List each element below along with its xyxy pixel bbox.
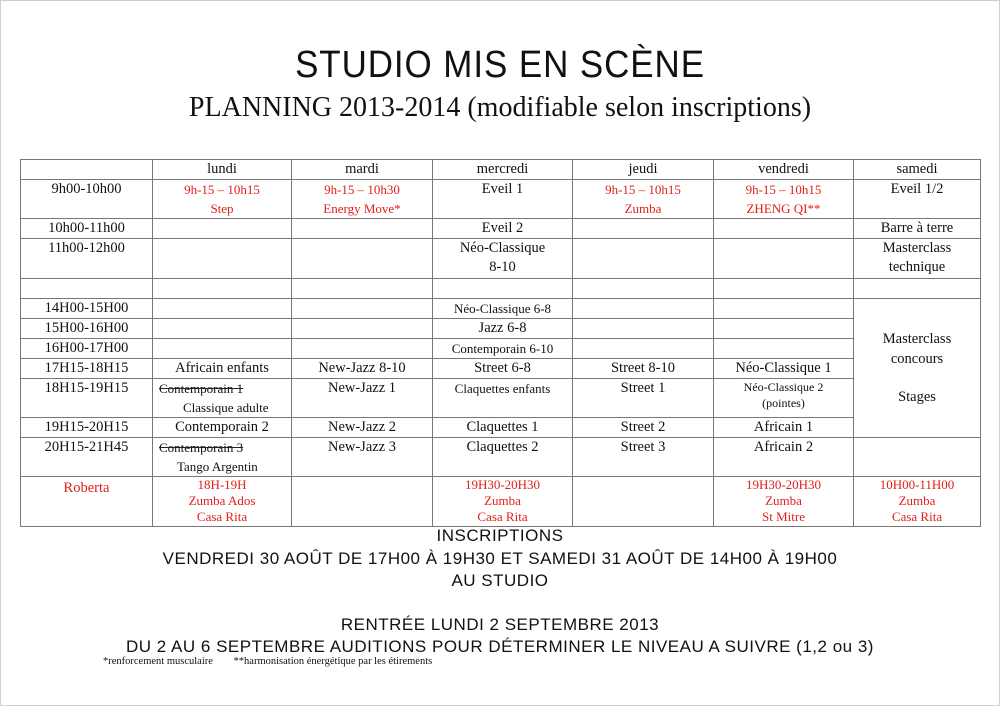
class-time: 19H30-20H30 <box>745 477 822 492</box>
class-name: Zumba <box>898 493 936 508</box>
class-cell <box>433 477 573 527</box>
schedule-table <box>20 159 981 527</box>
class-level: technique <box>888 259 946 275</box>
class-name: Energy Move* <box>323 201 401 216</box>
class-cell <box>854 477 981 527</box>
class-cell: Eveil 1 <box>433 180 573 219</box>
empty-cell <box>573 279 714 299</box>
day-header-mardi: mardi <box>292 160 433 180</box>
empty-cell <box>153 279 292 299</box>
class-cell <box>854 299 981 438</box>
empty-cell <box>292 219 433 239</box>
day-header-jeudi: jeudi <box>573 160 714 180</box>
empty-cell <box>292 319 433 339</box>
empty-cell <box>714 239 854 279</box>
time-cell: 15H00-16H00 <box>21 319 153 339</box>
class-cell: New-Jazz 2 <box>292 418 433 438</box>
time-cell: 16H00-17H00 <box>21 339 153 359</box>
time-cell: 19H15-20H15 <box>21 418 153 438</box>
class-cell: Africain enfants <box>153 359 292 379</box>
empty-cell <box>714 279 854 299</box>
class-place: Casa Rita <box>891 509 943 524</box>
time-cell: 11h00-12h00 <box>21 239 153 279</box>
class-cell: Claquettes enfants <box>433 379 573 418</box>
empty-cell <box>573 319 714 339</box>
class-name: Masterclass <box>882 331 952 347</box>
empty-cell <box>21 279 153 299</box>
empty-cell <box>573 299 714 319</box>
table-row <box>21 319 981 339</box>
class-name-cancelled: Contemporain 1 <box>159 381 244 396</box>
class-name: Stages <box>898 389 936 405</box>
header-empty-cell <box>21 160 153 180</box>
empty-cell <box>292 299 433 319</box>
class-name: Zumba <box>765 493 802 508</box>
class-time: 19H30-20H30 <box>464 477 541 492</box>
class-place: St Mitre <box>762 509 805 524</box>
table-row <box>21 477 981 527</box>
class-time: 10H00-11H00 <box>879 477 955 492</box>
time-cell: 10h00-11h00 <box>21 219 153 239</box>
empty-cell <box>854 279 981 299</box>
auditions-notice: DU 2 AU 6 SEPTEMBRE AUDITIONS POUR DÉTERMINER LE NIVEAU A SUIVRE (1,2 ou 3) <box>126 637 874 656</box>
class-name: ZHENG QI** <box>746 201 821 216</box>
day-header-vendredi: vendredi <box>714 160 854 180</box>
class-place: Casa Rita <box>196 509 248 524</box>
footnote-1: *renforcement musculaire <box>103 656 213 667</box>
class-cell <box>573 180 714 219</box>
class-time: 9h-15 – 10h30 <box>324 182 400 197</box>
class-name: Classique adulte <box>183 400 269 415</box>
class-time: 9h-15 – 10h15 <box>605 182 681 197</box>
class-name: Néo-Classique <box>459 240 546 256</box>
class-cell: Jazz 6-8 <box>433 319 573 339</box>
table-row <box>21 180 981 219</box>
class-cell <box>153 180 292 219</box>
class-cell: Africain 1 <box>714 418 854 438</box>
class-name: concours <box>890 351 944 367</box>
day-header-samedi: samedi <box>854 160 981 180</box>
class-cell: Street 2 <box>573 418 714 438</box>
table-row <box>21 239 981 279</box>
time-cell: 9h00-10h00 <box>21 180 153 219</box>
inscriptions-dates: VENDREDI 30 AOÛT DE 17H00 À 19H30 ET SAMEDI 31 AOÛT DE 14H00 À 19H00 <box>162 549 838 568</box>
class-cell: Néo-Classique 1 <box>714 359 854 379</box>
class-level: 8-10 <box>489 259 516 275</box>
empty-cell <box>153 239 292 279</box>
empty-cell <box>714 339 854 359</box>
rentree-date: RENTRÉE LUNDI 2 SEPTEMBRE 2013 <box>340 615 660 634</box>
empty-cell <box>714 319 854 339</box>
class-cell <box>714 379 854 418</box>
class-place: Casa Rita <box>477 509 528 524</box>
class-cell <box>153 379 292 418</box>
class-name: Masterclass <box>882 240 952 256</box>
time-cell: 20H15-21H45 <box>21 438 153 477</box>
table-row <box>21 359 981 379</box>
class-cell: Africain 2 <box>714 438 854 477</box>
table-row <box>21 299 981 319</box>
empty-cell <box>153 219 292 239</box>
inscriptions-place: AU STUDIO <box>451 571 549 590</box>
class-cell: Néo-Classique 6-8 <box>433 299 573 319</box>
class-cell <box>292 180 433 219</box>
inscriptions-heading: INSCRIPTIONS <box>436 526 564 545</box>
class-cell: Street 3 <box>573 438 714 477</box>
class-cell: Claquettes 1 <box>433 418 573 438</box>
class-time: 9h-15 – 10h15 <box>184 182 260 197</box>
class-name: Zumba <box>484 493 521 508</box>
time-cell: 18H15-19H15 <box>21 379 153 418</box>
class-cell: New-Jazz 8-10 <box>292 359 433 379</box>
class-name: Zumba Ados <box>188 493 256 508</box>
class-level: (pointes) <box>762 396 805 410</box>
table-row <box>21 379 981 418</box>
day-header-lundi: lundi <box>153 160 292 180</box>
time-cell: 17H15-18H15 <box>21 359 153 379</box>
table-row <box>21 219 981 239</box>
class-cell: Street 8-10 <box>573 359 714 379</box>
class-cell: Street 6-8 <box>433 359 573 379</box>
class-cell: Barre à terre <box>854 219 981 239</box>
empty-cell <box>433 279 573 299</box>
class-cell <box>153 438 292 477</box>
header-row <box>21 160 981 180</box>
table-row <box>21 339 981 359</box>
class-name-cancelled: Contemporain 3 <box>159 440 244 455</box>
class-name: Zumba <box>624 201 662 216</box>
empty-cell <box>292 239 433 279</box>
empty-cell <box>153 339 292 359</box>
class-cell: Eveil 1/2 <box>854 180 981 219</box>
empty-cell <box>292 279 433 299</box>
day-header-mercredi: mercredi <box>433 160 573 180</box>
class-cell <box>153 477 292 527</box>
class-cell: New-Jazz 1 <box>292 379 433 418</box>
class-cell <box>433 239 573 279</box>
page-title: STUDIO MIS EN SCÈNE <box>295 44 705 86</box>
footnote-2: **harmonisation énergétique par les étirements <box>233 656 433 667</box>
class-cell: Eveil 2 <box>433 219 573 239</box>
table-row <box>21 418 981 438</box>
class-time: 18H-19H <box>197 477 247 492</box>
empty-cell <box>292 477 433 527</box>
time-cell: 14H00-15H00 <box>21 299 153 319</box>
empty-cell <box>292 339 433 359</box>
class-cell: Contemporain 6-10 <box>433 339 573 359</box>
class-cell: Street 1 <box>573 379 714 418</box>
empty-cell <box>714 219 854 239</box>
empty-cell <box>573 477 714 527</box>
class-cell: Contemporain 2 <box>153 418 292 438</box>
class-time: 9h-15 – 10h15 <box>745 182 822 197</box>
class-name: Néo-Classique 2 <box>743 380 824 394</box>
table-row <box>21 438 981 477</box>
class-cell <box>714 180 854 219</box>
empty-cell <box>714 299 854 319</box>
empty-cell <box>573 339 714 359</box>
class-cell: Claquettes 2 <box>433 438 573 477</box>
empty-cell <box>854 438 981 477</box>
empty-cell <box>153 299 292 319</box>
class-name: Step <box>210 201 234 216</box>
class-name: Tango Argentin <box>177 459 258 474</box>
class-cell <box>854 239 981 279</box>
empty-cell <box>573 219 714 239</box>
footnotes <box>103 656 450 667</box>
time-cell: Roberta <box>21 477 153 527</box>
class-cell <box>714 477 854 527</box>
class-cell: New-Jazz 3 <box>292 438 433 477</box>
empty-cell <box>573 239 714 279</box>
break-row <box>21 279 981 299</box>
empty-cell <box>153 319 292 339</box>
page-subtitle: PLANNING 2013-2014 (modifiable selon inscriptions) <box>188 92 812 123</box>
